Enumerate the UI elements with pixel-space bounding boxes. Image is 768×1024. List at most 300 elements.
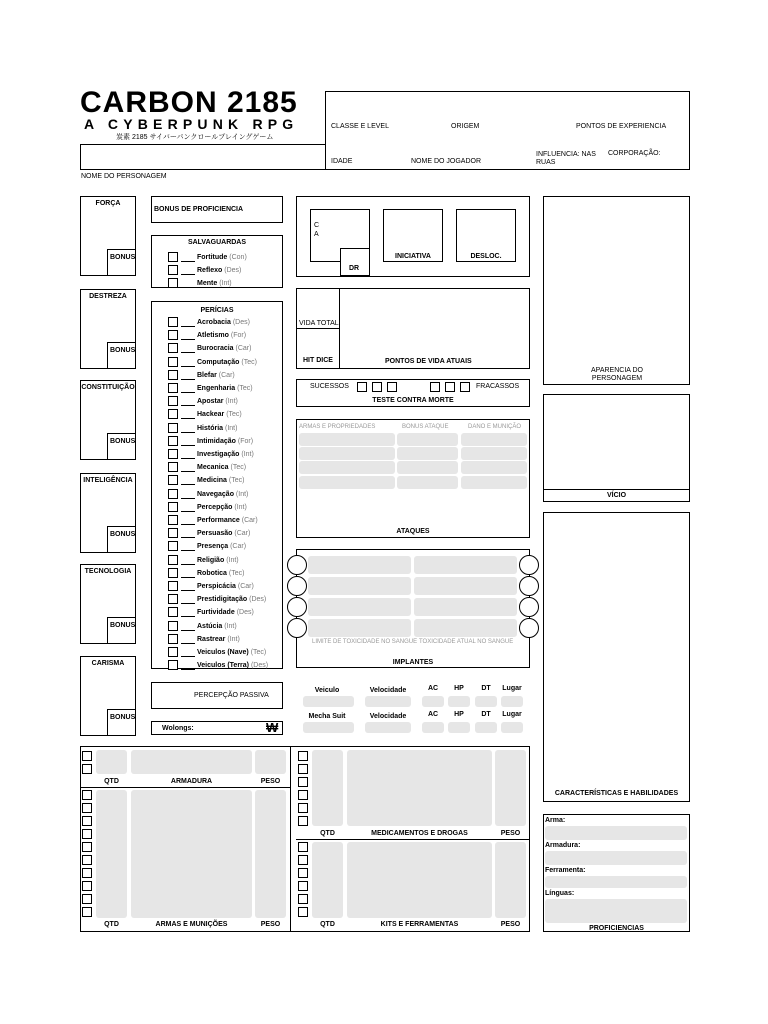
inventory-qty-field[interactable] [312, 750, 343, 826]
skill-row [197, 372, 235, 379]
implant-field[interactable] [414, 577, 517, 595]
skill-value-line[interactable] [181, 616, 195, 617]
skill-name: Computação [197, 358, 240, 366]
character-name-label: NOME DO PERSONAGEM [81, 173, 167, 180]
save-row [197, 254, 247, 261]
skill-name: Burocracia [197, 345, 234, 353]
attribute-bonus-label: BONUS [110, 254, 136, 261]
skill-row [197, 385, 253, 392]
inventory-checkbox[interactable] [298, 777, 308, 787]
death-saves-title: TESTE CONTRA MORTE [372, 397, 454, 404]
attack-field[interactable] [299, 447, 395, 460]
skill-row [197, 517, 258, 524]
skill-attribute: (Car) [234, 530, 251, 538]
skill-proficiency-checkbox[interactable] [168, 528, 178, 538]
attribute-name: CONSTITUIÇÃO [81, 384, 135, 391]
player-name-field[interactable]: NOME DO JOGADOR [411, 158, 482, 165]
inventory-qty-label: QTD [104, 778, 119, 785]
skill-attribute: (Int) [235, 490, 249, 498]
implant-slot-circle[interactable] [287, 597, 307, 617]
skill-attribute: (Tec) [237, 385, 253, 392]
skill-attribute: (Tec) [250, 649, 267, 656]
skill-row [197, 609, 254, 616]
prof-armor-label: Armadura: [545, 842, 581, 849]
saves-title: SALVAGUARDAS [187, 239, 247, 246]
skill-row [197, 596, 266, 603]
inventory-qty-field[interactable] [96, 790, 127, 918]
skill-value-line[interactable] [181, 498, 195, 499]
proficiency-bonus-label: BONUS DE PROFICIENCIA [154, 206, 244, 213]
inventory-checkbox[interactable] [298, 868, 308, 878]
skill-attribute: (Tec) [228, 569, 245, 577]
skill-value-line[interactable] [181, 590, 195, 591]
implant-field[interactable] [308, 619, 411, 637]
death-failure-checkbox[interactable] [430, 382, 440, 392]
skill-row [197, 477, 244, 484]
skill-attribute: (Des) [232, 319, 250, 326]
death-failure-checkbox[interactable] [445, 382, 455, 392]
skill-attribute: (Tec) [228, 477, 245, 485]
skills-title: PERÍCIAS [200, 307, 234, 314]
skill-value-line[interactable] [181, 418, 195, 419]
skill-proficiency-checkbox[interactable] [168, 409, 178, 419]
save-attribute: (Des) [224, 267, 242, 274]
skill-row [197, 425, 237, 432]
prof-weapon-label: Arma: [545, 817, 566, 824]
skill-row [197, 649, 266, 656]
inventory-weight-label: PESO [260, 778, 281, 785]
features-box[interactable] [543, 512, 690, 802]
skill-name: Percepção [197, 503, 233, 511]
skill-value-line[interactable] [181, 656, 195, 657]
skill-proficiency-checkbox[interactable] [168, 370, 178, 380]
inventory-checkbox[interactable] [298, 764, 308, 774]
skill-name: Navegação [197, 490, 234, 498]
skill-value-line[interactable] [181, 669, 195, 670]
skill-value-line[interactable] [181, 630, 195, 631]
inventory-qty-field[interactable] [312, 842, 343, 918]
ca-label-a: A [314, 231, 319, 238]
skill-value-line[interactable] [181, 603, 195, 604]
inventory-item-field[interactable] [347, 750, 492, 826]
skill-row [197, 504, 247, 511]
skill-row [197, 662, 268, 669]
class-level-field[interactable]: CLASSE E LEVEL [331, 123, 389, 130]
skill-proficiency-checkbox[interactable] [168, 515, 178, 525]
vehicle-stat-field[interactable] [501, 696, 523, 707]
speed-label: DESLOC. [470, 253, 502, 260]
prof-language-label: Línguas: [545, 890, 575, 897]
skill-proficiency-checkbox[interactable] [168, 462, 178, 472]
vehicle-stat-label: Lugar [502, 711, 522, 718]
dr-label: DR [349, 265, 360, 272]
inventory-checkbox[interactable] [82, 764, 92, 774]
skill-attribute: (Int) [224, 622, 237, 630]
features-label: CARACTERÍSTICAS E HABILIDADES [554, 790, 679, 797]
attack-field[interactable] [461, 461, 527, 474]
attribute-bonus-label: BONUS [110, 622, 136, 629]
skill-name: Mecanica [197, 464, 229, 472]
skill-value-line[interactable] [181, 339, 195, 340]
skill-attribute: (Car) [218, 371, 235, 379]
skill-row [197, 491, 248, 498]
save-row [197, 280, 232, 287]
skill-name: Atletismo [197, 332, 229, 340]
inventory-checkbox[interactable] [298, 751, 308, 761]
skill-attribute: (For) [230, 332, 247, 340]
inventory-checkbox[interactable] [298, 881, 308, 891]
skill-proficiency-checkbox[interactable] [168, 621, 178, 631]
skill-value-line[interactable] [181, 366, 195, 367]
skill-proficiency-checkbox[interactable] [168, 343, 178, 353]
save-attribute: (Con) [229, 254, 247, 261]
inventory-weight-field[interactable] [495, 750, 526, 826]
inventory-weight-field[interactable] [255, 750, 286, 774]
inventory-checkbox[interactable] [298, 907, 308, 917]
origin-field[interactable]: ORIGEM [451, 123, 480, 130]
vehicle-speed-field[interactable] [365, 696, 411, 707]
appearance-box[interactable] [543, 196, 690, 385]
skill-row [197, 332, 246, 339]
skill-row [197, 398, 238, 405]
skill-name: História [197, 424, 224, 432]
skill-name: Apostar [197, 398, 224, 406]
inventory-weight-label: PESO [500, 921, 521, 928]
header-info-box [325, 91, 690, 170]
implant-field[interactable] [414, 598, 517, 616]
skill-attribute: (Int) [227, 635, 240, 643]
save-value-line[interactable] [181, 287, 195, 288]
save-proficiency-checkbox[interactable] [168, 278, 178, 288]
toxicity-current-label: TOXICIDADE ATUAL NO SANGUE [419, 639, 514, 645]
skill-proficiency-checkbox[interactable] [168, 502, 178, 512]
inventory-weight-field[interactable] [255, 790, 286, 918]
passive-perception-label: PERCEPÇÃO PASSIVA [194, 692, 269, 699]
inventory-checkbox[interactable] [298, 803, 308, 813]
skill-name: Prestidigitação [197, 596, 248, 604]
vehicle-name-field[interactable] [303, 722, 354, 733]
attribute-bonus-label: BONUS [110, 347, 136, 354]
skill-name: Medicina [197, 477, 227, 485]
implant-slot-circle[interactable] [519, 555, 539, 575]
total-hp-label[interactable]: VIDA TOTAL [299, 320, 339, 327]
inventory-checkbox[interactable] [82, 868, 92, 878]
skill-attribute: (Int) [225, 398, 238, 406]
skill-proficiency-checkbox[interactable] [168, 489, 178, 499]
skill-value-line[interactable] [181, 392, 195, 393]
skill-attribute: (Tec) [230, 464, 247, 472]
skill-value-line[interactable] [181, 537, 195, 538]
implant-field[interactable] [308, 577, 411, 595]
inventory-weight-field[interactable] [495, 842, 526, 918]
vehicle-stat-label: HP [454, 711, 464, 718]
inventory-checkbox[interactable] [298, 816, 308, 826]
skill-proficiency-checkbox[interactable] [168, 475, 178, 485]
prof-language-field[interactable] [545, 899, 687, 923]
attribute-name: INTELIGÊNCIA [83, 477, 133, 484]
skill-value-line[interactable] [181, 405, 195, 406]
skill-attribute: (Car) [237, 583, 254, 590]
death-success-checkbox[interactable] [357, 382, 367, 392]
inventory-item-field[interactable] [131, 790, 252, 918]
skill-name: Religião [197, 556, 225, 564]
vehicle-speed-label: Velocidade [369, 687, 407, 694]
inventory-item-field[interactable] [347, 842, 492, 918]
attribute-name: FORÇA [95, 200, 121, 207]
inventory-qty-label: QTD [320, 921, 335, 928]
meds-section-title: MEDICAMENTOS E DROGAS [371, 830, 468, 837]
inventory-checkbox[interactable] [82, 803, 92, 813]
skill-value-line[interactable] [181, 550, 195, 551]
vehicle-name-field[interactable] [303, 696, 354, 707]
save-value-line[interactable] [181, 274, 195, 275]
inventory-checkbox[interactable] [82, 894, 92, 904]
inventory-checkbox[interactable] [82, 842, 92, 852]
vehicle-stat-field[interactable] [475, 696, 497, 707]
implant-field[interactable] [414, 556, 517, 574]
skill-proficiency-checkbox[interactable] [168, 581, 178, 591]
vehicle-stat-field[interactable] [501, 722, 523, 733]
death-success-label: SUCESSOS [310, 383, 349, 390]
save-proficiency-checkbox[interactable] [168, 252, 178, 262]
implant-slot-circle[interactable] [519, 618, 539, 638]
save-value-line[interactable] [181, 261, 195, 262]
weapons-section-title: ARMAS E MUNIÇÕES [155, 921, 228, 928]
skill-row [197, 359, 257, 366]
vehicle-stat-field[interactable] [422, 722, 444, 733]
attack-field[interactable] [299, 476, 395, 489]
attack-field[interactable] [397, 447, 458, 460]
inventory-checkbox[interactable] [298, 855, 308, 865]
current-hp-label[interactable]: PONTOS DE VIDA ATUAIS [385, 358, 472, 365]
inventory-checkbox[interactable] [82, 855, 92, 865]
ca-label-c: C [314, 222, 320, 229]
skill-value-line[interactable] [181, 564, 195, 565]
skill-attribute: (Int) [226, 556, 239, 564]
attacks-col-weapons: ARMAS E PROPRIEDADES [299, 424, 376, 430]
inventory-checkbox[interactable] [298, 790, 308, 800]
skill-proficiency-checkbox[interactable] [168, 357, 178, 367]
age-field[interactable]: IDADE [331, 158, 353, 165]
attacks-col-damage: DANO E MUNIÇÃO [468, 424, 522, 430]
skill-name: Perspicácia [197, 583, 236, 590]
save-name: Reflexo [197, 267, 223, 274]
vehicle-stat-label: HP [454, 685, 464, 692]
vehicle-type-label: Veiculo [314, 687, 340, 694]
vice-label: VÍCIO [606, 492, 627, 499]
skill-value-line[interactable] [181, 643, 195, 644]
save-proficiency-checkbox[interactable] [168, 265, 178, 275]
save-attribute: (Int) [219, 280, 232, 287]
death-failure-checkbox[interactable] [460, 382, 470, 392]
attack-field[interactable] [461, 433, 527, 446]
skill-value-line[interactable] [181, 458, 195, 459]
save-row [197, 267, 241, 274]
inventory-item-field[interactable] [131, 750, 252, 774]
skill-value-line[interactable] [181, 511, 195, 512]
skill-value-line[interactable] [181, 379, 195, 380]
influence-field[interactable]: INFLUENCIA: NAS RUAS [536, 151, 596, 167]
attribute-name: DESTREZA [89, 293, 127, 300]
attack-field[interactable] [461, 476, 527, 489]
character-name-field[interactable] [80, 144, 326, 170]
vehicle-stat-label: AC [427, 685, 439, 692]
vehicle-stat-label: DT [481, 685, 491, 692]
skill-proficiency-checkbox[interactable] [168, 634, 178, 644]
inventory-checkbox[interactable] [82, 829, 92, 839]
vehicle-stat-label: DT [481, 711, 491, 718]
skill-name: Veiculos (Terra) [197, 662, 250, 670]
skill-proficiency-checkbox[interactable] [168, 541, 178, 551]
vehicle-stat-field[interactable] [448, 722, 470, 733]
implant-field[interactable] [308, 598, 411, 616]
skill-value-line[interactable] [181, 577, 195, 578]
skill-value-line[interactable] [181, 352, 195, 353]
attribute-bonus-label: BONUS [110, 438, 136, 445]
skill-proficiency-checkbox[interactable] [168, 436, 178, 446]
inventory-divider [80, 787, 290, 788]
inventory-qty-label: QTD [104, 921, 119, 928]
skill-value-line[interactable] [181, 524, 195, 525]
experience-field[interactable]: PONTOS DE EXPERIENCIA [576, 123, 667, 130]
implant-field[interactable] [308, 556, 411, 574]
death-success-checkbox[interactable] [372, 382, 382, 392]
inventory-checkbox[interactable] [82, 881, 92, 891]
skill-attribute: (Car) [235, 345, 252, 353]
armor-section-title: ARMADURA [170, 778, 213, 785]
skill-value-line[interactable] [181, 326, 195, 327]
skill-attribute: (Tec) [241, 358, 257, 366]
skill-attribute: (Int) [241, 451, 254, 458]
skill-name: Rastrear [197, 635, 226, 643]
skill-row [197, 623, 237, 630]
inventory-checkbox[interactable] [298, 894, 308, 904]
implant-slot-circle[interactable] [287, 576, 307, 596]
corporation-field[interactable]: CORPORAÇÃO: [608, 150, 661, 157]
skill-row [197, 570, 244, 577]
skill-name: Intimidação [197, 437, 236, 445]
save-name: Fortitude [197, 254, 228, 261]
attack-field[interactable] [397, 433, 458, 446]
skill-attribute: (Car) [241, 517, 258, 524]
skill-name: Robotica [197, 569, 227, 577]
vehicle-stat-field[interactable] [448, 696, 470, 707]
inventory-weight-label: PESO [500, 830, 521, 837]
attack-field[interactable] [461, 447, 527, 460]
skill-value-line[interactable] [181, 432, 195, 433]
skill-value-line[interactable] [181, 445, 195, 446]
logo-subtitle: A CYBERPUNK RPG [84, 116, 299, 132]
implant-slot-circle[interactable] [287, 618, 307, 638]
inventory-divider [296, 839, 530, 840]
attacks-col-bonus: BONUS ATAQUE [402, 424, 449, 430]
skill-attribute: (Des) [250, 662, 269, 670]
skill-proficiency-checkbox[interactable] [168, 607, 178, 617]
skill-name: Acrobacia [197, 319, 231, 326]
inventory-checkbox[interactable] [82, 751, 92, 761]
implant-slot-circle[interactable] [519, 597, 539, 617]
skill-proficiency-checkbox[interactable] [168, 594, 178, 604]
skill-attribute: (Int) [225, 424, 238, 432]
vehicle-speed-field[interactable] [365, 722, 411, 733]
skill-row [197, 543, 246, 550]
skill-attribute: (Int) [234, 503, 247, 511]
skill-row [197, 411, 242, 418]
attack-field[interactable] [397, 476, 458, 489]
wolongs-label: Wolongs: [162, 725, 194, 732]
skill-name: Blefar [197, 371, 217, 379]
skill-proficiency-checkbox[interactable] [168, 568, 178, 578]
prof-armor-field[interactable] [545, 851, 687, 865]
skill-name: Performance [197, 517, 240, 524]
skill-attribute: (Tec) [226, 411, 242, 419]
skill-proficiency-checkbox[interactable] [168, 396, 178, 406]
prof-tool-field[interactable] [545, 876, 687, 888]
skill-proficiency-checkbox[interactable] [168, 317, 178, 327]
skill-proficiency-checkbox[interactable] [168, 660, 178, 670]
vehicle-stat-label: Lugar [502, 685, 522, 692]
skill-row [197, 464, 246, 471]
skill-value-line[interactable] [181, 484, 195, 485]
skill-value-line[interactable] [181, 471, 195, 472]
implant-field[interactable] [414, 619, 517, 637]
save-name: Mente [197, 280, 218, 287]
skill-row [197, 319, 250, 326]
attack-field[interactable] [397, 461, 458, 474]
attribute-bonus-label: BONUS [110, 531, 136, 538]
attribute-bonus-label: BONUS [110, 714, 136, 721]
prof-weapon-field[interactable] [545, 826, 687, 840]
skill-proficiency-checkbox[interactable] [168, 330, 178, 340]
skill-name: Astúcia [197, 622, 223, 630]
prof-tool-label: Ferramenta: [545, 867, 586, 874]
proficiencies-title: PROFICIENCIAS [589, 925, 644, 932]
vehicle-stat-field[interactable] [422, 696, 444, 707]
inventory-checkbox[interactable] [82, 907, 92, 917]
skill-proficiency-checkbox[interactable] [168, 423, 178, 433]
inventory-qty-field[interactable] [96, 750, 127, 774]
initiative-label: INICIATIVA [395, 253, 431, 260]
skill-proficiency-checkbox[interactable] [168, 647, 178, 657]
vehicle-stat-field[interactable] [475, 722, 497, 733]
skill-attribute: (Car) [230, 543, 247, 551]
skill-proficiency-checkbox[interactable] [168, 555, 178, 565]
toxicity-limit-label: LIMITE DE TOXICIDADE NO SANGUE [312, 639, 418, 645]
inventory-checkbox[interactable] [298, 842, 308, 852]
attack-field[interactable] [299, 461, 395, 474]
implant-slot-circle[interactable] [287, 555, 307, 575]
skill-name: Investigação [197, 451, 240, 458]
vehicle-type-label: Mecha Suit [308, 713, 346, 720]
attribute-name: CARISMA [91, 660, 125, 667]
attack-field[interactable] [299, 433, 395, 446]
hit-dice-label[interactable]: HIT DICE [303, 357, 333, 364]
skill-proficiency-checkbox[interactable] [168, 383, 178, 393]
skill-proficiency-checkbox[interactable] [168, 449, 178, 459]
skill-row [197, 438, 253, 445]
skill-row [197, 636, 240, 643]
skill-name: Hackear [197, 411, 225, 419]
death-success-checkbox[interactable] [387, 382, 397, 392]
inventory-checkbox[interactable] [82, 816, 92, 826]
death-failure-label: FRACASSOS [476, 383, 520, 390]
vice-box[interactable] [543, 394, 690, 502]
implant-slot-circle[interactable] [519, 576, 539, 596]
appearance-label: APARENCIA DO PERSONAGEM [591, 367, 643, 382]
inventory-checkbox[interactable] [82, 790, 92, 800]
kits-section-title: KITS E FERRAMENTAS [380, 921, 459, 928]
skill-attribute: (For) [237, 437, 254, 445]
